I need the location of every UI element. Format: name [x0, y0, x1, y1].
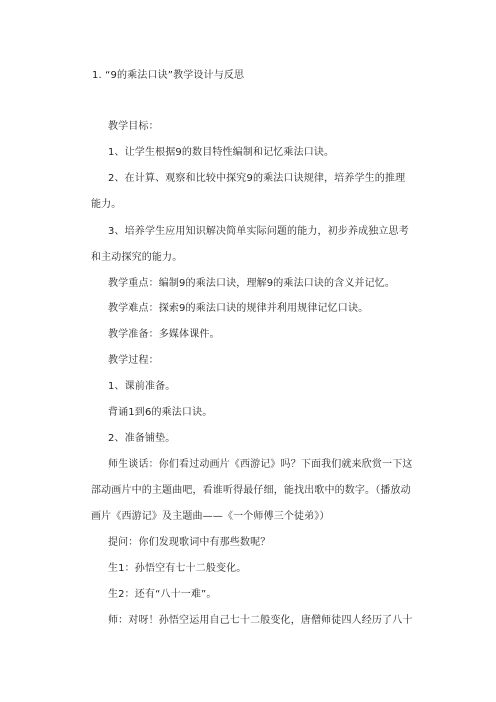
paragraph-line: 教学重点：编制9的乘法口诀，理解9的乘法口诀的含义并记忆。 — [108, 278, 396, 289]
paragraph-line: 师：对呀！孙悟空运用自己七十二般变化，唐僧师徒四人经历了八十 — [108, 615, 413, 626]
paragraph-line: 2、准备铺垫。 — [108, 433, 176, 444]
paragraph-line: 提问：你们发现歌词中有那些数呢？ — [108, 537, 271, 548]
paragraph-line: 画片《西游记》及主题曲——《一个师傅三个徒弟》） — [91, 511, 330, 522]
paragraph-line: 教学准备：多媒体课件。 — [108, 329, 220, 340]
paragraph-line: 1、让学生根据9的数目特性编制和记忆乘法口诀。 — [108, 147, 335, 158]
paragraph-line: 能力。 — [91, 199, 122, 210]
paragraph-line: 生2：还有“八十一难”。 — [108, 589, 217, 600]
paragraph-line: 部动画片中的主题曲吧，看谁听得最仔细，能找出歌中的数字。（播放动 — [91, 485, 411, 496]
paragraph-line: 教学难点：探索9的乘法口诀的规律并利用规律记忆口诀。 — [108, 303, 369, 314]
paragraph-line: 教学目标： — [108, 121, 159, 132]
paragraph-line: 和主动探究的能力。 — [91, 252, 183, 263]
paragraph-line: 1、课前准备。 — [108, 381, 176, 392]
paragraph-line: 3、培养学生应用知识解决简单实际问题的能力，初步养成独立思考 — [108, 226, 409, 237]
document-title: 1. “9的乘法口诀”教学设计与反思 — [92, 70, 245, 81]
paragraph-line: 师生谈话：你们看过动画片《西游记》吗？下面我们就来欣赏一下这 — [108, 459, 413, 470]
paragraph-line: 生1：孙悟空有七十二般变化。 — [108, 563, 247, 574]
paragraph-line: 教学过程： — [108, 355, 159, 366]
paragraph-line: 2、在计算、观察和比较中探究9的乘法口诀规律，培养学生的推理 — [108, 173, 406, 184]
paragraph-line: 背诵1到6的乘法口诀。 — [108, 407, 213, 418]
